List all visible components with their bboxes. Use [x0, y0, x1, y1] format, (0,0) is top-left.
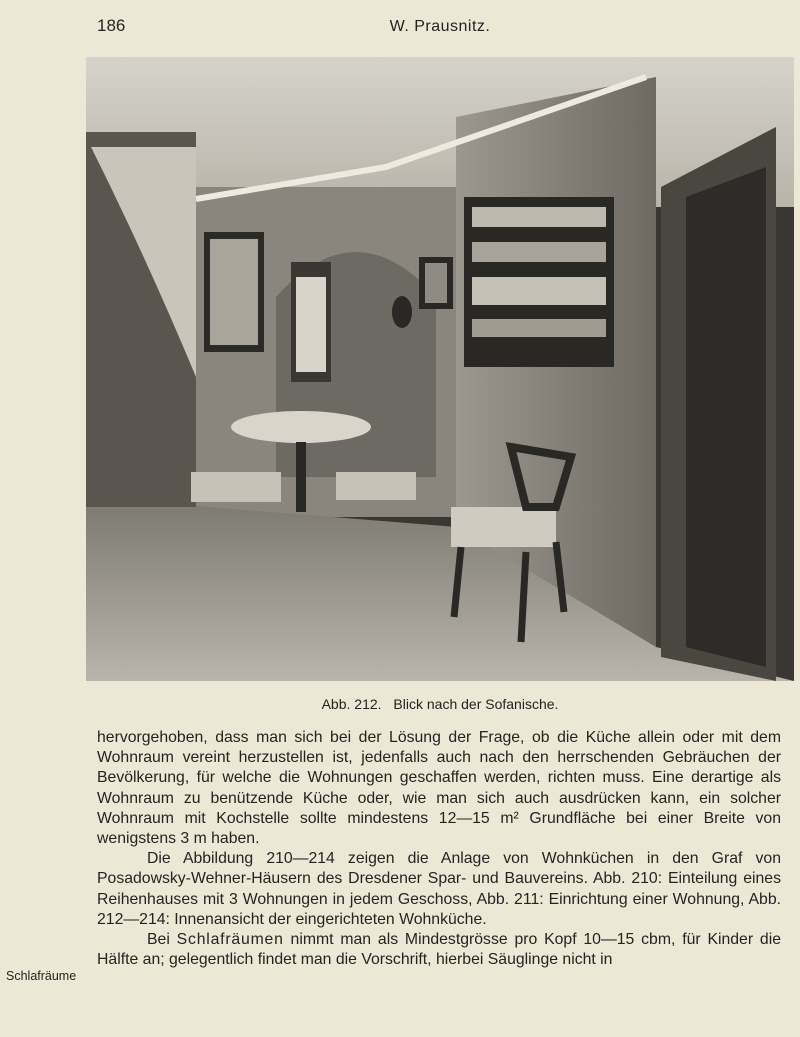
paragraph-3-rest: nimmt man als Mindestgrösse pro Kopf 10—15 cbm, für Kinder die Hälfte an; gelegentlich findet man die Vorschrift, hierbei Säuglinge nicht in — [97, 931, 781, 969]
interior-photograph — [86, 57, 794, 681]
figure-label: Abb. 212. — [321, 696, 382, 712]
body-text — [97, 728, 781, 970]
paragraph-3-spaced-term: Schlafräumen — [176, 931, 284, 949]
room-illustration — [86, 57, 794, 681]
figure-caption — [0, 696, 800, 712]
paragraph-3-lead: Bei — [147, 931, 170, 949]
paragraph-1: hervorgehoben, dass man sich bei der Lösung der Frage, ob die Küche allein oder mit dem Wohnraum vereint herzustellen ist, jedenfalls auch nach den herrschenden Gebräuchen der Bevölkerung, für welche die Wohnungen geschaffen werden, richten muss. Eine derartige als Wohnraum zu benützende Küche oder, wie man sich auch ausdrücken kann, ein solcher Wohnraum mit Kochstelle sollte mindestens 12—15 m² Grundfläche bei einer Breite von wenigstens 3 m haben. — [97, 729, 781, 848]
paragraph-3 — [97, 930, 781, 970]
running-head: W. Prausnitz. — [389, 18, 491, 35]
margin-note: Schlafräume — [6, 969, 77, 983]
paragraph-2: Die Abbildung 210—214 zeigen die Anlage von Wohnküchen in den Graf von Posadowsky-Wehner-Häusern des Dresdener Spar- und Bauvereins. Abb. 210: Einteilung eines Reihenhauses mit 3 Wohnungen in jedem Geschoss, Abb. 211: Einrichtung einer Wohnung, Abb. 212—214: Innenansicht der eingerichteten Wohnküche. — [97, 850, 781, 928]
figure-caption-text: Blick nach der Sofanische. — [393, 696, 559, 712]
page-number: 186 — [97, 16, 126, 35]
